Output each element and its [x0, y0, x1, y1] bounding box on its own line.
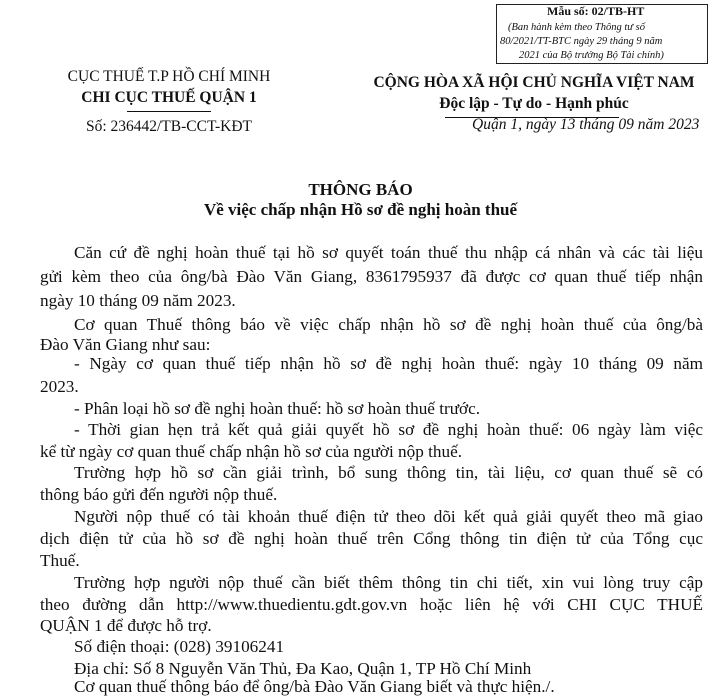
body-line-7: 2023. — [40, 377, 79, 396]
body-line-12: thông báo gửi đến người nộp thuế. — [40, 485, 278, 504]
body-line-6: - Ngày cơ quan thuế tiếp nhận hồ sơ đề nghị hoàn thuế: ngày 10 tháng 09 năm — [74, 354, 703, 373]
document-number: Số: 236442/TB-CCT-KĐT — [85, 118, 253, 135]
body-line-4: Cơ quan Thuế thông báo về việc chấp nhận hồ sơ đề nghị hoàn thuế của ông/bà — [74, 315, 703, 334]
form-number: Mẫu số: 02/TB-HT — [547, 4, 645, 18]
body-line-10: kể từ ngày cơ quan thuế chấp nhận hồ sơ của người nộp thuế. — [40, 442, 463, 461]
body-line-14: dịch điện tử của hồ sơ đề nghị hoàn thuế trên Cổng thông tin điện tử của Tổng cục — [40, 529, 703, 548]
body-line-18: QUẬN 1 để được hỗ trợ. — [40, 616, 212, 635]
subagency-name: CHI CỤC THUẾ QUẬN 1 — [81, 89, 257, 106]
agency-name: CỤC THUẾ T.P HỒ CHÍ MINH — [67, 68, 271, 85]
form-note-line-1: (Ban hành kèm theo Thông tư số — [508, 22, 645, 33]
national-motto: Độc lập - Tự do - Hạnh phúc — [439, 95, 629, 112]
body-line-9: - Thời gian hẹn trả kết quả giải quyết hồ sơ đề nghị hoàn thuế: 06 ngày làm việc — [74, 420, 703, 439]
body-line-16: Trường hợp người nộp thuế cần biết thêm thông tin chi tiết, xin vui lòng truy cập — [74, 573, 703, 592]
body-line-17: theo đường dẫn http://www.thuedientu.gdt.gov.vn hoặc liên hệ với CHI CỤC THUẾ — [40, 595, 703, 614]
body-line-2: gửi kèm theo của ông/bà Đào Văn Giang, 8361795937 đã được cơ quan thuế tiếp nhận — [40, 267, 703, 286]
subagency-underline — [127, 111, 211, 112]
body-line-8: - Phân loại hồ sơ đề nghị hoàn thuế: hồ sơ hoàn thuế trước. — [74, 399, 481, 418]
phone-line: Số điện thoại: (028) 39106241 — [74, 637, 285, 656]
body-line-1: Căn cứ đề nghị hoàn thuế tại hồ sơ quyết toán thuế thu nhập cá nhân và các tài liệu — [74, 243, 703, 262]
closing-line: Cơ quan thuế thông báo để ông/bà Đào Văn Giang biết và thực hiện./. — [74, 677, 555, 696]
country-name: CỘNG HÒA XÃ HỘI CHỦ NGHĨA VIỆT NAM — [373, 74, 695, 91]
notice-title: THÔNG BÁO — [308, 180, 413, 199]
form-note-line-3: 2021 của Bộ trưởng Bộ Tài chính) — [519, 50, 664, 61]
body-line-11: Trường hợp hồ sơ cần giải trình, bổ sung thông tin, tài liệu, cơ quan thuế sẽ có — [74, 463, 703, 482]
body-line-13: Người nộp thuế có tài khoản thuế điện tử theo dõi kết quả giải quyết theo mã giao — [74, 507, 703, 526]
body-line-15: Thuế. — [40, 551, 80, 570]
place-and-date: Quận 1, ngày 13 tháng 09 năm 2023 — [472, 116, 700, 133]
body-line-5: Đào Văn Giang như sau: — [40, 335, 211, 354]
notice-subject: Về việc chấp nhận Hồ sơ đề nghị hoàn thuế — [203, 200, 518, 219]
address-line: Địa chỉ: Số 8 Nguyễn Văn Thủ, Đa Kao, Quận 1, TP Hồ Chí Minh — [74, 659, 532, 678]
form-note-line-2: 80/2021/TT-BTC ngày 29 tháng 9 năm — [500, 36, 663, 47]
body-line-3: ngày 10 tháng 09 năm 2023. — [40, 291, 236, 310]
